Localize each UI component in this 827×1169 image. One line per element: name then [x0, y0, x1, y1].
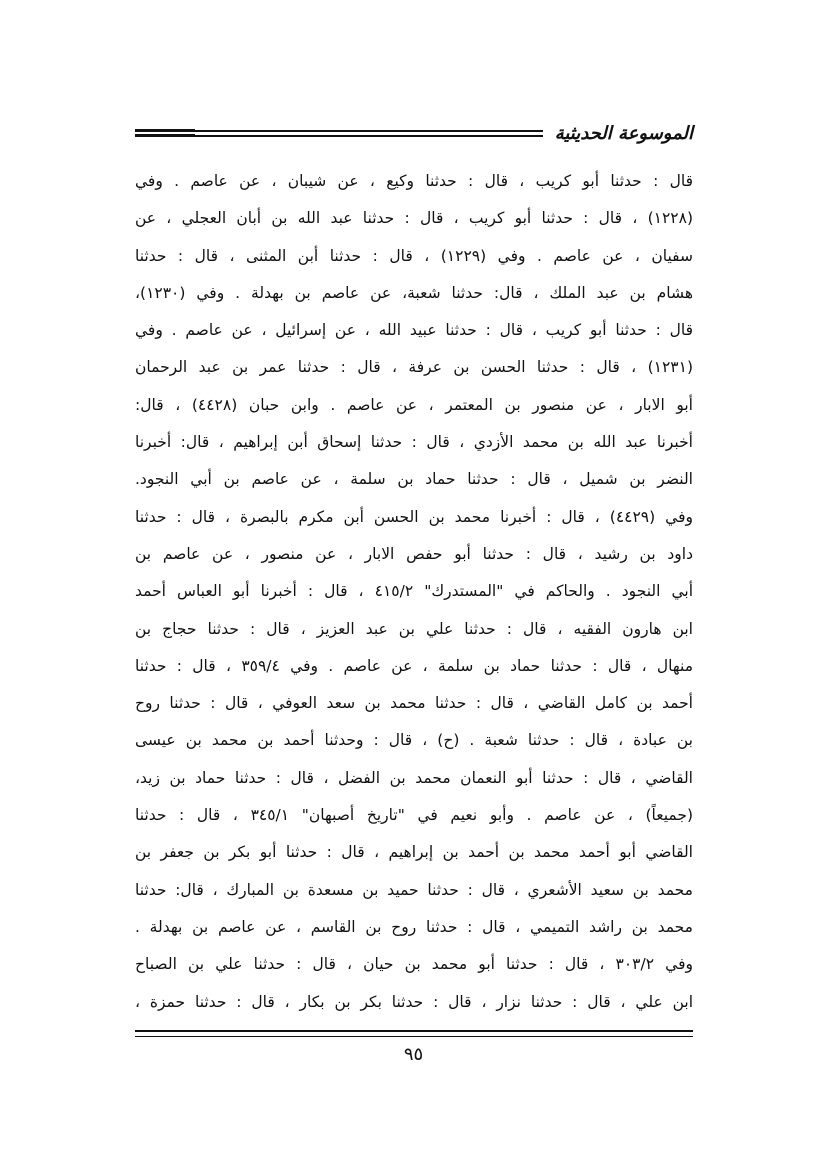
text-line: محمد بن سعيد الأشعري ، قال : حدثنا حميد بن مسعدة بن المبارك ، قال: حدثنا: [135, 880, 693, 899]
text-line: أحمد بن كامل القاضي ، قال : حدثنا محمد بن سعد العوفي ، قال : حدثنا روح: [135, 694, 693, 713]
page-header: [135, 118, 693, 148]
text-line: بن عبادة ، قال : حدثنا شعبة . (ح) ، قال : وحدثنا أحمد بن محمد بن عيسى: [135, 731, 693, 750]
text-line: وفي (٤٤٢٩) ، قال : أخبرنا محمد بن الحسن أبن مكرم بالبصرة ، قال : حدثنا: [135, 507, 693, 526]
page-number: ٩٥: [403, 1044, 424, 1065]
text-line: أخبرنا عبد الله بن محمد الأزدي ، قال : حدثنا إسحاق أبن إبراهيم ، قال: أخبرنا: [135, 433, 693, 452]
text-line: النضر بن شميل ، قال : حدثنا حماد بن سلمة ، عن عاصم بن أبي النجود.: [135, 470, 693, 489]
text-line: (١٢٣١) ، قال : حدثنا الحسن بن عرفة ، قال : حدثنا عمر بن عبد الرحمان: [135, 358, 693, 377]
text-line: (١٢٢٨) ، قال : حدثنا أبو كريب ، قال : حدثنا عبد الله بن أبان العجلي ، عن: [135, 209, 693, 228]
text-line: القاضي ، قال : حدثنا أبو النعمان محمد بن الفضل ، قال : حدثنا حماد بن زيد،: [135, 768, 693, 787]
text-line: (جميعاً) ، عن عاصم . وأبو نعيم في "تاريخ أصبهان" ٣٤٥/١ ، قال : حدثنا: [135, 806, 693, 825]
header-title: الموسوعة الحديثية: [554, 122, 693, 144]
footer-rule-thin: [135, 1036, 693, 1037]
text-line: أبي النجود . والحاكم في "المستدرك" ٤١٥/٢ ، قال : أخبرنا أبو العباس أحمد: [135, 582, 693, 601]
footer-rule: [135, 1030, 693, 1037]
text-line: قال : حدثنا أبو كريب ، قال : حدثنا عبيد الله ، عن إسرائيل ، عن عاصم . وفي: [135, 321, 693, 340]
text-line: القاضي أبو أحمد محمد بن أحمد بن إبراهيم ، قال : حدثنا أبو بكر بن جعفر بن: [135, 843, 693, 862]
text-line: داود بن رشيد ، قال : حدثنا أبو حفص الابار ، عن منصور ، عن عاصم بن: [135, 544, 693, 563]
header-rule-long: [135, 130, 543, 137]
text-line: أبو الابار ، عن منصور بن المعتمر ، عن عاصم . وابن حبان (٤٤٢٨) ، قال:: [135, 395, 693, 414]
text-line: هشام بن عبد الملك ، قال: حدثنا شعبة، عن عاصم بن بهدلة . وفي (١٢٣٠)،: [135, 283, 693, 302]
text-line: سفيان ، عن عاصم . وفي (١٢٢٩) ، قال : حدثنا أبن المثنى ، قال : حدثنا: [135, 246, 693, 265]
text-line: ابن هارون الفقيه ، قال : حدثنا علي بن عبد العزيز ، قال : حدثنا حجاج بن: [135, 619, 693, 638]
text-line: منهال ، قال : حدثنا حماد بن سلمة ، عن عاصم . وفي ٣٥٩/٤ ، قال : حدثنا: [135, 656, 693, 675]
text-line: قال : حدثنا أبو كريب ، قال : حدثنا وكيع ، عن شيبان ، عن عاصم . وفي: [135, 172, 693, 190]
text-line: محمد بن راشد التميمي ، قال : حدثنا روح بن القاسم ، عن عاصم بن بهدلة .: [135, 917, 693, 936]
body-text: [135, 163, 693, 1021]
text-line: وفي ٣٠٣/٢ ، قال : حدثنا أبو محمد بن حيان ، قال : حدثنا علي بن الصباح: [135, 955, 693, 974]
header-rule-short: [135, 129, 195, 136]
text-line: ابن علي ، قال : حدثنا نزار ، قال : حدثنا بكر بن بكار ، قال : حدثنا حمزة ،: [135, 992, 693, 1011]
footer-rule-thick: [135, 1030, 693, 1034]
